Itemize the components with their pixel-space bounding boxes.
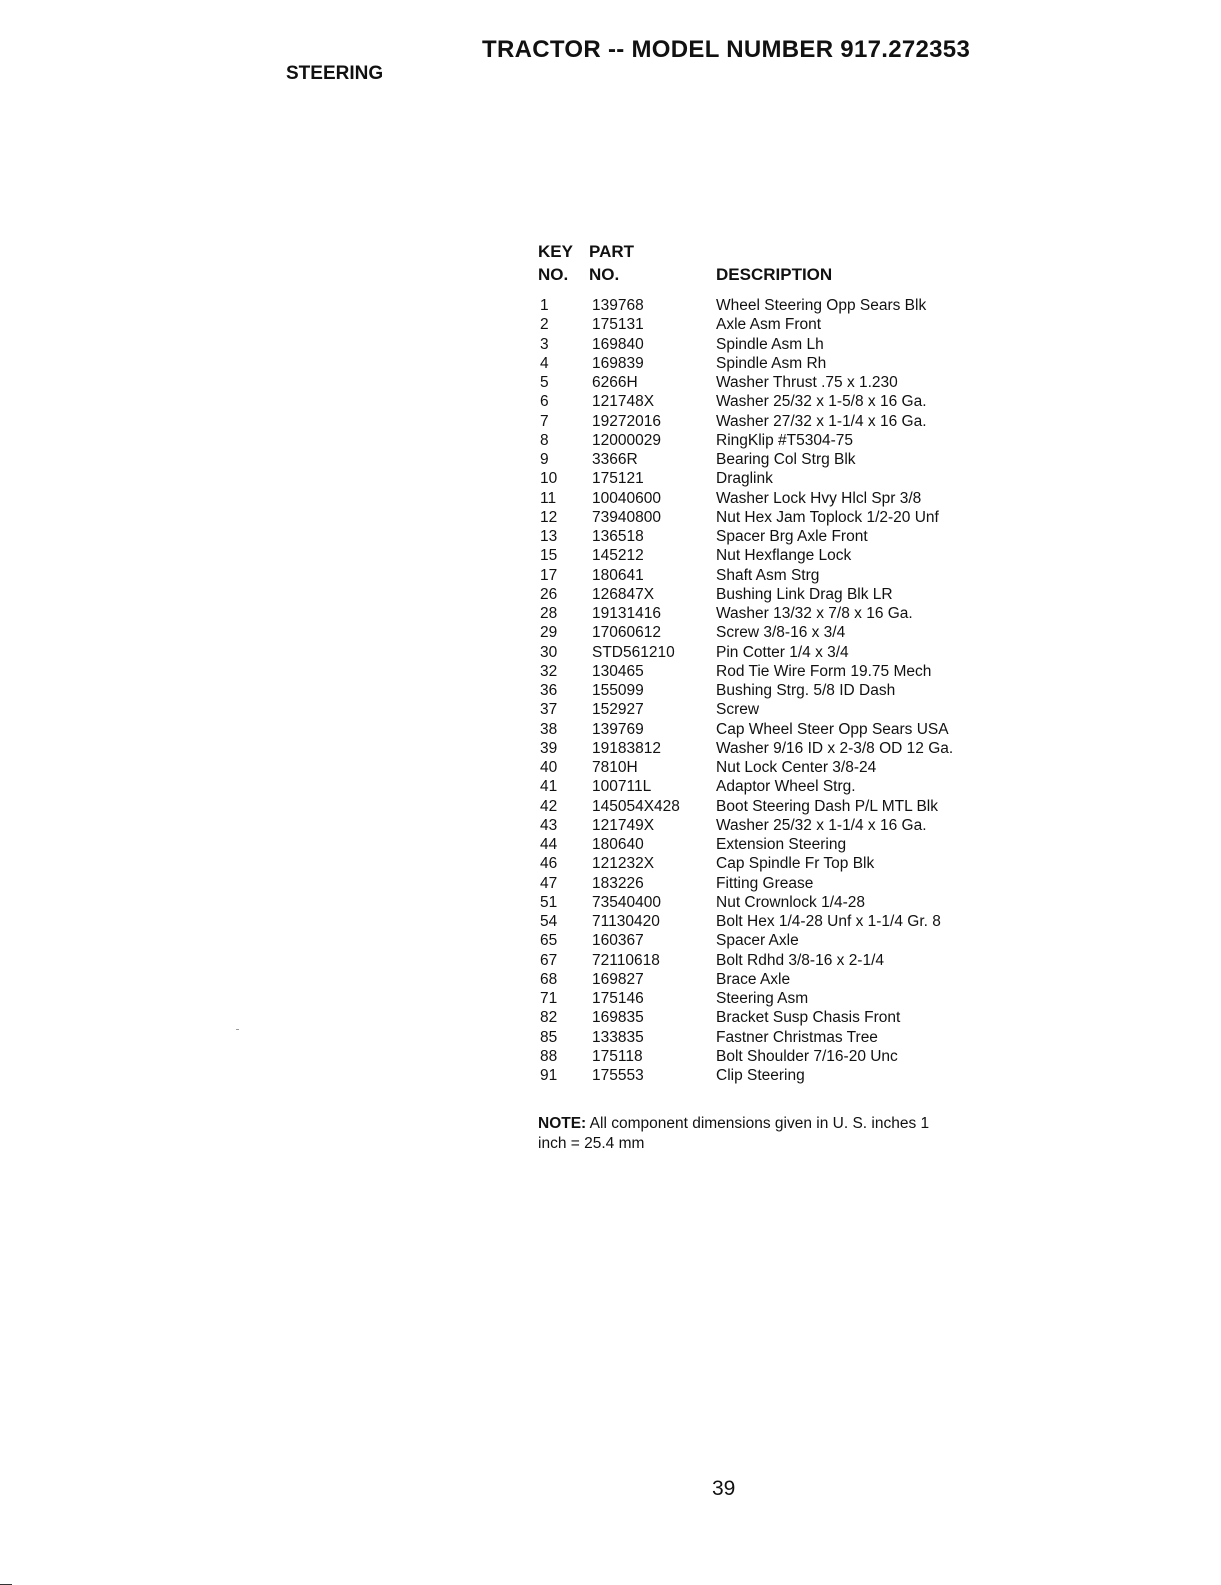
part-number-cell: 139768 <box>592 297 644 314</box>
part-number-cell: 121232X <box>592 855 655 873</box>
key-cell: 5 <box>540 374 549 391</box>
description-cell: Washer Lock Hvy Hlcl Spr 3/8 <box>716 489 922 507</box>
part-header-line2: NO. <box>589 265 620 284</box>
part-number-cell: 19183812 <box>592 739 661 757</box>
part-number-cell: 155099 <box>592 682 644 699</box>
description-cell: Nut Hex Jam Toplock 1/2-20 Unf <box>716 508 939 526</box>
description-cell: Screw <box>716 701 760 719</box>
key-cell: 43 <box>540 816 558 834</box>
table-row <box>536 700 953 719</box>
part-number-cell: 139769 <box>592 720 644 738</box>
key-cell: 3 <box>540 335 549 353</box>
description-cell: Spindle Asm Lh <box>716 335 824 353</box>
table-row <box>536 392 953 411</box>
key-cell: 82 <box>540 1009 558 1027</box>
part-number-cell: 145054X428 <box>592 797 680 815</box>
description-cell: Nut Hexflange Lock <box>716 547 852 565</box>
description-cell: Bolt Rdhd 3/8-16 x 2-1/4 <box>716 951 885 969</box>
description-cell: Cap Wheel Steer Opp Sears USA <box>716 720 949 738</box>
key-cell: 37 <box>540 701 558 719</box>
description-cell: Bearing Col Strg Blk <box>716 451 856 468</box>
part-number-cell: 100711L <box>592 778 652 796</box>
table-row <box>536 623 953 642</box>
description-cell: Brace Axle <box>716 970 791 988</box>
description-cell: Washer Thrust .75 x 1.230 <box>716 374 898 391</box>
part-number-cell: 160367 <box>592 932 644 950</box>
key-cell: 65 <box>540 932 558 950</box>
table-row <box>536 354 953 373</box>
part-number-cell: 180641 <box>592 566 644 584</box>
key-cell: 9 <box>540 451 549 468</box>
description-cell: Bushing Strg. 5/8 ID Dash <box>716 682 896 699</box>
table-row <box>536 758 953 777</box>
part-number-cell: 6266H <box>592 374 638 391</box>
description-cell: Rod Tie Wire Form 19.75 Mech <box>716 662 932 680</box>
description-cell: Washer 13/32 x 7/8 x 16 Ga. <box>716 605 913 622</box>
table-row <box>536 546 953 565</box>
table-row <box>536 989 953 1008</box>
key-cell: 13 <box>540 528 558 545</box>
part-number-cell: 169835 <box>592 1009 644 1027</box>
part-number-cell: 12000029 <box>592 431 661 449</box>
key-cell: 10 <box>540 470 558 488</box>
table-row <box>536 739 953 758</box>
table-row <box>536 315 953 334</box>
table-row <box>536 296 953 315</box>
key-cell: 1 <box>540 297 549 314</box>
description-cell: Clip Steering <box>716 1067 805 1084</box>
scan-mark <box>236 1029 239 1030</box>
key-cell: 2 <box>540 316 549 334</box>
description-cell: Nut Lock Center 3/8-24 <box>716 759 877 776</box>
table-row <box>536 797 953 816</box>
table-row <box>536 566 953 585</box>
description-cell: Bolt Hex 1/4-28 Unf x 1-1/4 Gr. 8 <box>716 913 941 930</box>
key-cell: 15 <box>540 547 558 565</box>
table-row <box>536 1047 953 1066</box>
part-number-cell: 145212 <box>592 547 644 565</box>
table-row <box>536 854 953 873</box>
table-row <box>536 527 953 546</box>
table-row <box>536 951 953 970</box>
description-cell: Bolt Shoulder 7/16-20 Unc <box>716 1047 898 1065</box>
key-header-line2: NO. <box>538 265 569 284</box>
part-number-cell: 73540400 <box>592 893 661 911</box>
description-cell: Draglink <box>716 470 773 488</box>
key-cell: 51 <box>540 893 558 911</box>
description-cell: Nut Crownlock 1/4-28 <box>716 893 866 911</box>
table-row <box>536 450 953 469</box>
key-cell: 11 <box>540 489 557 507</box>
page-number: 39 <box>712 1477 736 1500</box>
description-cell: Spacer Brg Axle Front <box>716 528 868 545</box>
part-number-cell: 71130420 <box>592 913 660 930</box>
key-cell: 29 <box>540 624 558 642</box>
table-row <box>536 1028 953 1047</box>
key-cell: 46 <box>540 855 558 873</box>
key-cell: 17 <box>540 566 558 584</box>
description-cell: Spindle Asm Rh <box>716 354 827 372</box>
part-number-cell: STD561210 <box>592 643 675 661</box>
part-number-cell: 175146 <box>592 990 644 1007</box>
part-number-cell: 175553 <box>592 1067 644 1084</box>
note-label: NOTE: <box>538 1115 587 1132</box>
note-text: All component dimensions given in U. S. inches 1 inch = 25.4 mm <box>538 1115 930 1152</box>
description-cell: Washer 25/32 x 1-5/8 x 16 Ga. <box>716 393 927 411</box>
table-row <box>536 508 953 527</box>
table-row <box>536 681 953 700</box>
part-number-cell: 169827 <box>592 970 644 988</box>
key-header-line1: KEY <box>538 242 573 261</box>
description-cell: Wheel Steering Opp Sears Blk <box>716 297 927 314</box>
key-cell: 8 <box>540 431 549 449</box>
table-row <box>536 1066 953 1085</box>
key-cell: 6 <box>540 393 549 411</box>
part-number-cell: 7810H <box>592 759 638 776</box>
description-cell: Fastner Christmas Tree <box>716 1028 878 1046</box>
key-cell: 40 <box>540 759 558 776</box>
description-cell: Spacer Axle <box>716 932 799 950</box>
table-row <box>536 777 953 796</box>
description-cell: RingKlip #T5304-75 <box>716 431 854 449</box>
table-row <box>536 874 953 893</box>
key-cell: 68 <box>540 970 558 988</box>
part-number-cell: 17060612 <box>592 624 661 642</box>
part-number-cell: 3366R <box>592 451 638 468</box>
table-row <box>536 373 953 392</box>
note <box>538 1114 938 1154</box>
part-number-cell: 175131 <box>592 316 644 334</box>
part-number-cell: 121748X <box>592 393 655 411</box>
part-number-cell: 183226 <box>592 874 644 892</box>
description-cell: Washer 27/32 x 1-1/4 x 16 Ga. <box>716 412 927 430</box>
key-cell: 7 <box>540 412 549 430</box>
table-row <box>536 835 953 854</box>
part-number-cell: 19272016 <box>592 412 661 430</box>
part-number-cell: 169840 <box>592 335 644 353</box>
table-row <box>536 816 953 835</box>
part-number-cell: 130465 <box>592 662 644 680</box>
part-number-cell: 136518 <box>592 528 644 545</box>
key-cell: 26 <box>540 585 558 603</box>
table-row <box>536 604 953 623</box>
key-cell: 38 <box>540 720 558 738</box>
table-row <box>536 469 953 488</box>
description-cell: Screw 3/8-16 x 3/4 <box>716 624 846 642</box>
description-cell: Adaptor Wheel Strg. <box>716 778 856 796</box>
key-cell: 39 <box>540 739 558 757</box>
description-cell: Extension Steering <box>716 836 847 853</box>
table-row <box>536 893 953 912</box>
description-cell: Washer 25/32 x 1-1/4 x 16 Ga. <box>716 816 927 834</box>
description-cell: Bracket Susp Chasis Front <box>716 1009 901 1027</box>
table-row <box>536 431 953 450</box>
description-cell: Axle Asm Front <box>716 316 822 334</box>
part-number-cell: 169839 <box>592 354 644 372</box>
part-number-cell: 180640 <box>592 836 644 853</box>
page-title: TRACTOR -- MODEL NUMBER 917.272353 <box>482 36 971 63</box>
key-cell: 30 <box>540 643 558 661</box>
description-cell: Washer 9/16 ID x 2-3/8 OD 12 Ga. <box>716 739 954 757</box>
part-number-cell: 133835 <box>592 1028 644 1046</box>
description-cell: Boot Steering Dash P/L MTL Blk <box>716 797 938 815</box>
part-number-cell: 19131416 <box>592 605 661 622</box>
description-cell: Steering Asm <box>716 990 809 1007</box>
table-row <box>536 912 953 931</box>
part-number-cell: 121749X <box>592 816 655 834</box>
part-number-cell: 72110618 <box>592 951 660 969</box>
part-number-cell: 175121 <box>592 470 644 488</box>
key-cell: 47 <box>540 874 558 892</box>
key-cell: 32 <box>540 662 558 680</box>
key-cell: 44 <box>540 836 558 853</box>
parts-table <box>536 296 953 1085</box>
key-cell: 36 <box>540 682 558 699</box>
part-number-cell: 175118 <box>592 1047 643 1065</box>
table-row <box>536 412 953 431</box>
key-cell: 4 <box>540 354 549 372</box>
key-cell: 41 <box>540 778 558 796</box>
description-cell: Fitting Grease <box>716 874 814 892</box>
key-cell: 88 <box>540 1047 558 1065</box>
description-cell: Pin Cotter 1/4 x 3/4 <box>716 643 849 661</box>
key-cell: 28 <box>540 605 558 622</box>
part-number-cell: 73940800 <box>592 508 661 526</box>
description-header: DESCRIPTION <box>716 265 833 284</box>
table-row <box>536 643 953 662</box>
key-cell: 85 <box>540 1028 558 1046</box>
table-row <box>536 335 953 354</box>
table-row <box>536 720 953 739</box>
description-cell: Bushing Link Drag Blk LR <box>716 585 893 603</box>
table-row <box>536 931 953 950</box>
key-cell: 12 <box>540 508 558 526</box>
table-row <box>536 489 953 508</box>
part-header-line1: PART <box>589 242 635 261</box>
part-number-cell: 10040600 <box>592 489 661 507</box>
table-row <box>536 585 953 604</box>
table-row <box>536 1008 953 1027</box>
part-number-cell: 126847X <box>592 585 655 603</box>
table-row <box>536 662 953 681</box>
key-cell: 54 <box>540 913 558 930</box>
key-cell: 91 <box>540 1067 558 1084</box>
key-cell: 67 <box>540 951 558 969</box>
key-cell: 71 <box>540 990 558 1007</box>
description-cell: Shaft Asm Strg <box>716 566 820 584</box>
part-number-cell: 152927 <box>592 701 644 719</box>
key-cell: 42 <box>540 797 558 815</box>
table-row <box>536 970 953 989</box>
section-title: STEERING <box>286 63 384 84</box>
description-cell: Cap Spindle Fr Top Blk <box>716 855 875 873</box>
